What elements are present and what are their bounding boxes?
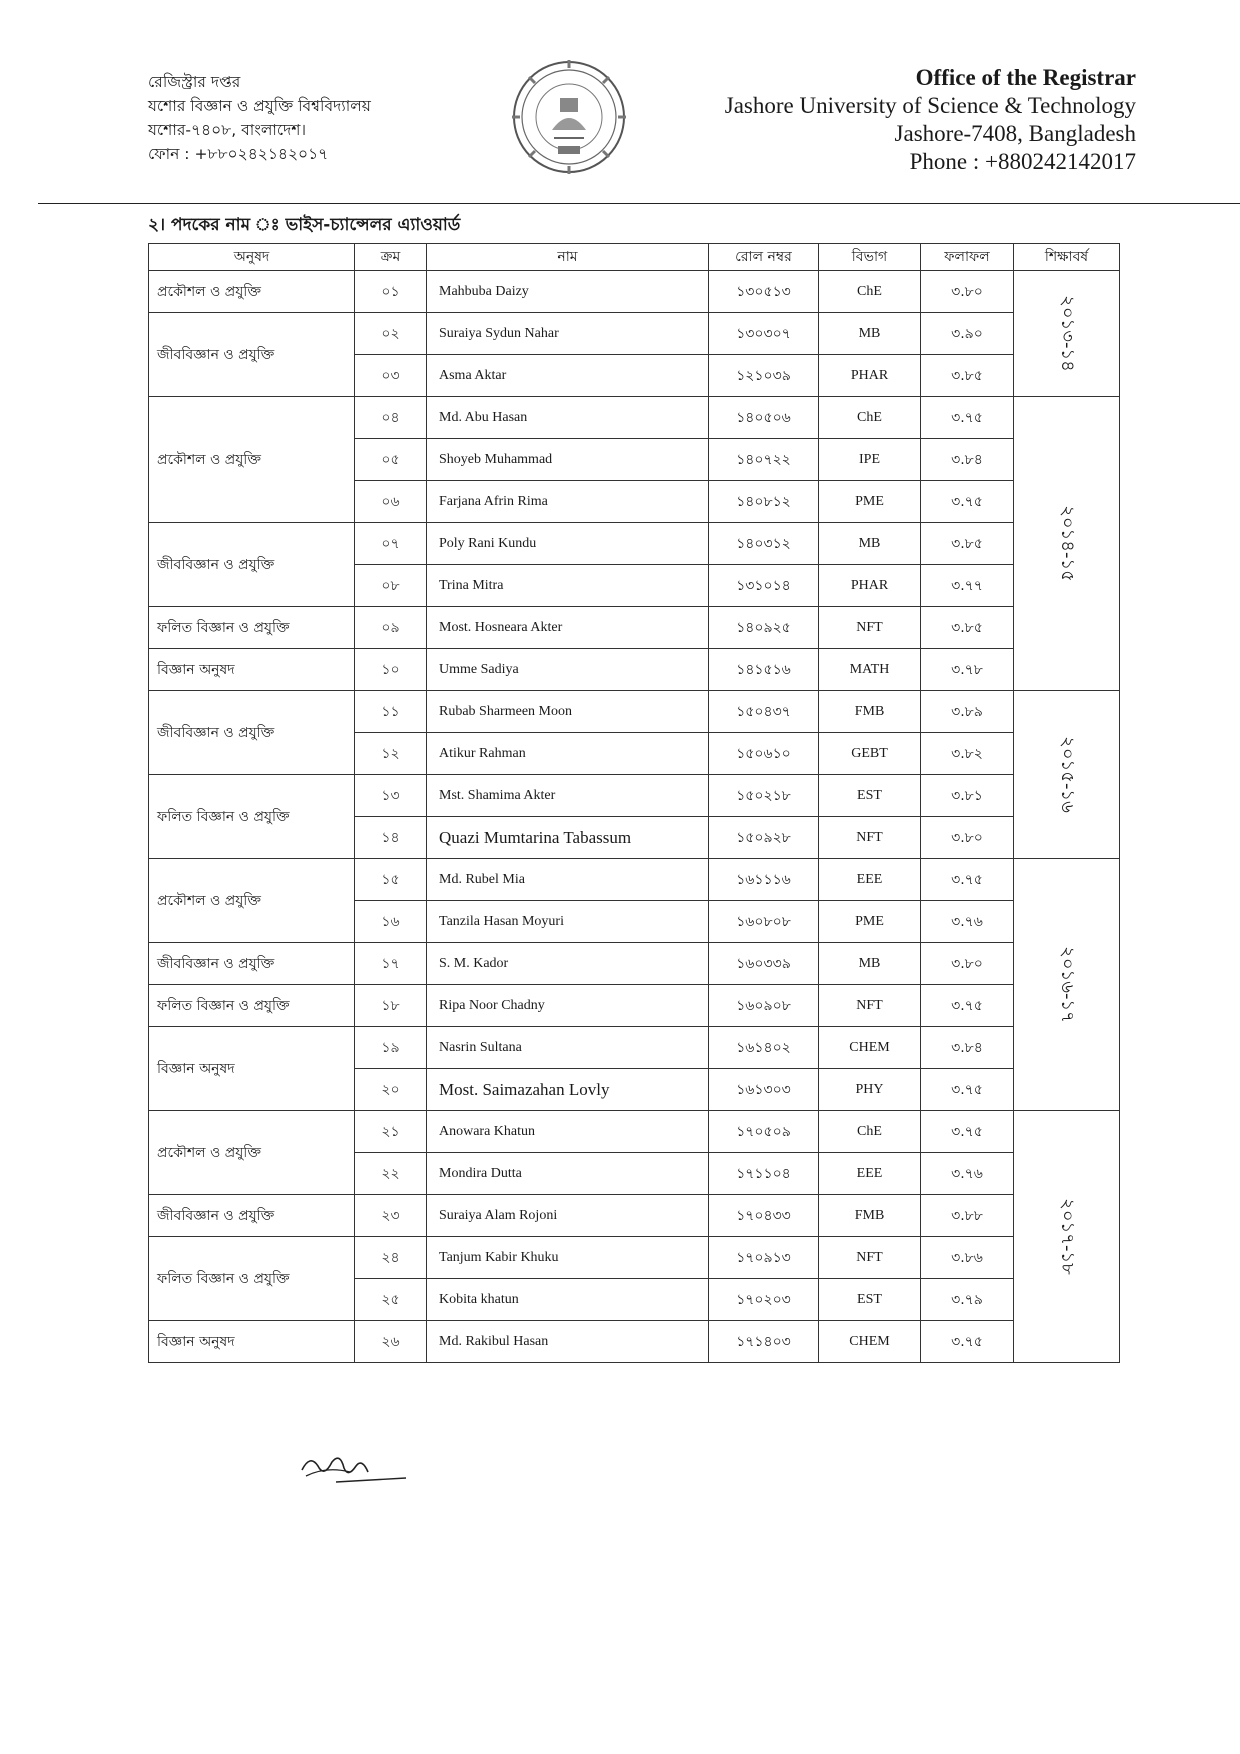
faculty-cell: জীববিজ্ঞান ও প্রযুক্তি bbox=[149, 523, 355, 607]
session-label: ২০১৬-১৭ bbox=[1056, 946, 1078, 1023]
name-cell: Anowara Khatun bbox=[427, 1111, 709, 1153]
faculty-cell: ফলিত বিজ্ঞান ও প্রযুক্তি bbox=[149, 775, 355, 859]
name-cell: Shoyeb Muhammad bbox=[427, 439, 709, 481]
name-cell: Md. Abu Hasan bbox=[427, 397, 709, 439]
university-name-en: Jashore University of Science & Technology bbox=[724, 93, 1136, 118]
roll-cell: ১৭০৯১৩ bbox=[709, 1237, 819, 1279]
roll-cell: ১৪০৭২২ bbox=[709, 439, 819, 481]
dept-cell: MB bbox=[819, 943, 921, 985]
result-cell: ৩.৮১ bbox=[921, 775, 1014, 817]
result-cell: ৩.৭৫ bbox=[921, 481, 1014, 523]
dept-cell: EEE bbox=[819, 859, 921, 901]
header-faculty: অনুষদ bbox=[149, 244, 355, 271]
serial-cell: ১৬ bbox=[355, 901, 427, 943]
serial-cell: ০৬ bbox=[355, 481, 427, 523]
name-cell: Mst. Shamima Akter bbox=[427, 775, 709, 817]
name-cell: Suraiya Sydun Nahar bbox=[427, 313, 709, 355]
result-cell: ৩.৭৫ bbox=[921, 1069, 1014, 1111]
roll-cell: ১৪০৮১২ bbox=[709, 481, 819, 523]
result-cell: ৩.৭৫ bbox=[921, 1321, 1014, 1363]
result-cell: ৩.৭৫ bbox=[921, 1111, 1014, 1153]
serial-cell: ২৪ bbox=[355, 1237, 427, 1279]
name-cell: Mahbuba Daizy bbox=[427, 271, 709, 313]
address-bn: যশোর-৭৪০৮, বাংলাদেশ। bbox=[148, 121, 306, 139]
table-row bbox=[149, 1195, 1120, 1237]
name-cell: Kobita khatun bbox=[427, 1279, 709, 1321]
serial-cell: ০৭ bbox=[355, 523, 427, 565]
result-cell: ৩.৮৫ bbox=[921, 355, 1014, 397]
table-row bbox=[149, 649, 1120, 691]
result-cell: ৩.৮৫ bbox=[921, 523, 1014, 565]
session-cell bbox=[1014, 859, 1120, 1111]
result-cell: ৩.৮৫ bbox=[921, 607, 1014, 649]
roll-cell: ১৬১১১৬ bbox=[709, 859, 819, 901]
serial-cell: ১৩ bbox=[355, 775, 427, 817]
result-cell: ৩.৮৬ bbox=[921, 1237, 1014, 1279]
name-cell: Farjana Afrin Rima bbox=[427, 481, 709, 523]
table-row bbox=[149, 775, 1120, 817]
name-cell: Atikur Rahman bbox=[427, 733, 709, 775]
dept-cell: FMB bbox=[819, 691, 921, 733]
name-cell: Asma Aktar bbox=[427, 355, 709, 397]
result-cell: ৩.৭৬ bbox=[921, 901, 1014, 943]
faculty-cell: জীববিজ্ঞান ও প্রযুক্তি bbox=[149, 943, 355, 985]
dept-cell: PHY bbox=[819, 1069, 921, 1111]
faculty-cell: প্রকৌশল ও প্রযুক্তি bbox=[149, 1111, 355, 1195]
session-label: ২০১৪-১৫ bbox=[1057, 505, 1078, 582]
session-cell bbox=[1014, 271, 1120, 397]
phone-bn: ফোন : +৮৮০২৪২১৪২০১৭ bbox=[148, 145, 329, 163]
dept-cell: MB bbox=[819, 313, 921, 355]
dept-cell: EST bbox=[819, 775, 921, 817]
result-cell: ৩.৮০ bbox=[921, 817, 1014, 859]
name-cell: Umme Sadiya bbox=[427, 649, 709, 691]
table-row bbox=[149, 1111, 1120, 1153]
roll-cell: ১৫০৯২৮ bbox=[709, 817, 819, 859]
serial-cell: ১৯ bbox=[355, 1027, 427, 1069]
result-cell: ৩.৭৮ bbox=[921, 649, 1014, 691]
dept-cell: NFT bbox=[819, 985, 921, 1027]
serial-cell: ১৪ bbox=[355, 817, 427, 859]
serial-cell: ২৩ bbox=[355, 1195, 427, 1237]
roll-cell: ১৫০৬১০ bbox=[709, 733, 819, 775]
dept-cell: CHEM bbox=[819, 1027, 921, 1069]
dept-cell: ChE bbox=[819, 271, 921, 313]
roll-cell: ১৭১১০৪ bbox=[709, 1153, 819, 1195]
faculty-cell: জীববিজ্ঞান ও প্রযুক্তি bbox=[149, 691, 355, 775]
name-cell: Trina Mitra bbox=[427, 565, 709, 607]
serial-cell: ১২ bbox=[355, 733, 427, 775]
serial-cell: ২১ bbox=[355, 1111, 427, 1153]
phone-en: Phone : +880242142017 bbox=[909, 149, 1136, 174]
serial-cell: ০৩ bbox=[355, 355, 427, 397]
dept-cell: IPE bbox=[819, 439, 921, 481]
table-row bbox=[149, 1237, 1120, 1279]
roll-cell: ১৩০৫১৩ bbox=[709, 271, 819, 313]
result-cell: ৩.৮৮ bbox=[921, 1195, 1014, 1237]
roll-cell: ১৫০২১৮ bbox=[709, 775, 819, 817]
serial-cell: ০১ bbox=[355, 271, 427, 313]
faculty-cell: প্রকৌশল ও প্রযুক্তি bbox=[149, 397, 355, 523]
session-cell bbox=[1014, 1111, 1120, 1363]
session-cell bbox=[1014, 397, 1120, 691]
faculty-cell: বিজ্ঞান অনুষদ bbox=[149, 1321, 355, 1363]
faculty-cell: ফলিত বিজ্ঞান ও প্রযুক্তি bbox=[149, 1237, 355, 1321]
table-row bbox=[149, 397, 1120, 439]
result-cell: ৩.৭৫ bbox=[921, 985, 1014, 1027]
serial-cell: ০৯ bbox=[355, 607, 427, 649]
table-row bbox=[149, 859, 1120, 901]
name-cell: Most. Hosneara Akter bbox=[427, 607, 709, 649]
university-seal-icon bbox=[510, 58, 628, 176]
name-cell: Ripa Noor Chadny bbox=[427, 985, 709, 1027]
name-cell: Mondira Dutta bbox=[427, 1153, 709, 1195]
name-cell: Suraiya Alam Rojoni bbox=[427, 1195, 709, 1237]
table-row bbox=[149, 607, 1120, 649]
serial-cell: ১৮ bbox=[355, 985, 427, 1027]
dept-cell: MB bbox=[819, 523, 921, 565]
roll-cell: ১২১০৩৯ bbox=[709, 355, 819, 397]
name-cell: Poly Rani Kundu bbox=[427, 523, 709, 565]
name-cell: S. M. Kador bbox=[427, 943, 709, 985]
table-row bbox=[149, 691, 1120, 733]
result-cell: ৩.৭৯ bbox=[921, 1279, 1014, 1321]
name-cell: Rubab Sharmeen Moon bbox=[427, 691, 709, 733]
dept-cell: ChE bbox=[819, 1111, 921, 1153]
header-roll: রোল নম্বর bbox=[709, 244, 819, 271]
roll-cell: ১৭১৪০৩ bbox=[709, 1321, 819, 1363]
name-cell: Quazi Mumtarina Tabassum bbox=[427, 817, 709, 859]
result-cell: ৩.৯০ bbox=[921, 313, 1014, 355]
dept-cell: PME bbox=[819, 901, 921, 943]
table-row bbox=[149, 313, 1120, 355]
header-name: নাম bbox=[427, 244, 709, 271]
dept-cell: MATH bbox=[819, 649, 921, 691]
session-label: ২০১৭-১৮ bbox=[1057, 1198, 1078, 1275]
result-cell: ৩.৭৫ bbox=[921, 859, 1014, 901]
dept-cell: PHAR bbox=[819, 355, 921, 397]
result-cell: ৩.৭৭ bbox=[921, 565, 1014, 607]
roll-cell: ১৭০২০৩ bbox=[709, 1279, 819, 1321]
dept-cell: PME bbox=[819, 481, 921, 523]
dept-cell: PHAR bbox=[819, 565, 921, 607]
roll-cell: ১৬০৩৩৯ bbox=[709, 943, 819, 985]
handwritten-signature-icon bbox=[296, 1448, 408, 1488]
serial-cell: ১৫ bbox=[355, 859, 427, 901]
dept-cell: EST bbox=[819, 1279, 921, 1321]
dept-cell: FMB bbox=[819, 1195, 921, 1237]
serial-cell: ২৫ bbox=[355, 1279, 427, 1321]
header-divider bbox=[38, 203, 1240, 204]
header-session: শিক্ষাবর্ষ bbox=[1014, 244, 1120, 271]
name-cell: Md. Rakibul Hasan bbox=[427, 1321, 709, 1363]
address-en: Jashore-7408, Bangladesh bbox=[894, 121, 1136, 146]
dept-cell: GEBT bbox=[819, 733, 921, 775]
roll-cell: ১৬০৯০৮ bbox=[709, 985, 819, 1027]
result-cell: ৩.৭৬ bbox=[921, 1153, 1014, 1195]
serial-cell: ০৪ bbox=[355, 397, 427, 439]
roll-cell: ১৪০৯২৫ bbox=[709, 607, 819, 649]
table-row bbox=[149, 271, 1120, 313]
faculty-cell: বিজ্ঞান অনুষদ bbox=[149, 649, 355, 691]
office-name-bn: রেজিস্ট্রার দপ্তর bbox=[148, 73, 241, 91]
result-cell: ৩.৮৯ bbox=[921, 691, 1014, 733]
result-cell: ৩.৮০ bbox=[921, 943, 1014, 985]
roll-cell: ১৩১০১৪ bbox=[709, 565, 819, 607]
serial-cell: ০২ bbox=[355, 313, 427, 355]
serial-cell: ০৫ bbox=[355, 439, 427, 481]
header-english-address bbox=[725, 64, 1136, 176]
university-name-bn: যশোর বিজ্ঞান ও প্রযুক্তি বিশ্ববিদ্যালয় bbox=[148, 97, 371, 115]
name-cell: Md. Rubel Mia bbox=[427, 859, 709, 901]
dept-cell: NFT bbox=[819, 1237, 921, 1279]
award-title: ২। পদকের নাম ঃ ভাইস-চ্যান্সেলর এ্যাওয়ার্ড bbox=[148, 215, 461, 235]
dept-cell: CHEM bbox=[819, 1321, 921, 1363]
header-serial: ক্রম bbox=[355, 244, 427, 271]
session-cell bbox=[1014, 691, 1120, 859]
faculty-cell: জীববিজ্ঞান ও প্রযুক্তি bbox=[149, 1195, 355, 1237]
dept-cell: NFT bbox=[819, 607, 921, 649]
name-cell: Nasrin Sultana bbox=[427, 1027, 709, 1069]
roll-cell: ১৭০৫০৯ bbox=[709, 1111, 819, 1153]
serial-cell: ২২ bbox=[355, 1153, 427, 1195]
session-label: ২০১৫-১৬ bbox=[1057, 736, 1078, 813]
serial-cell: ১১ bbox=[355, 691, 427, 733]
table-header-row bbox=[149, 244, 1120, 271]
roll-cell: ১৬১৩০৩ bbox=[709, 1069, 819, 1111]
result-cell: ৩.৮৪ bbox=[921, 439, 1014, 481]
roll-cell: ১৪০৩১২ bbox=[709, 523, 819, 565]
faculty-cell: ফলিত বিজ্ঞান ও প্রযুক্তি bbox=[149, 607, 355, 649]
faculty-cell: জীববিজ্ঞান ও প্রযুক্তি bbox=[149, 313, 355, 397]
roll-cell: ১৪০৫০৬ bbox=[709, 397, 819, 439]
name-cell: Tanzila Hasan Moyuri bbox=[427, 901, 709, 943]
header-result: ফলাফল bbox=[921, 244, 1014, 271]
office-title-en: Office of the Registrar bbox=[915, 65, 1136, 90]
serial-cell: ১৭ bbox=[355, 943, 427, 985]
table-row bbox=[149, 985, 1120, 1027]
roll-cell: ১৬১৪০২ bbox=[709, 1027, 819, 1069]
name-cell: Most. Saimazahan Lovly bbox=[427, 1069, 709, 1111]
roll-cell: ১৫০৪৩৭ bbox=[709, 691, 819, 733]
dept-cell: EEE bbox=[819, 1153, 921, 1195]
table-row bbox=[149, 523, 1120, 565]
faculty-cell: ফলিত বিজ্ঞান ও প্রযুক্তি bbox=[149, 985, 355, 1027]
session-label: ২০১৩-১৪ bbox=[1057, 295, 1078, 372]
serial-cell: ২০ bbox=[355, 1069, 427, 1111]
roll-cell: ১৭০৪৩৩ bbox=[709, 1195, 819, 1237]
faculty-cell: প্রকৌশল ও প্রযুক্তি bbox=[149, 271, 355, 313]
result-cell: ৩.৮২ bbox=[921, 733, 1014, 775]
serial-cell: ১০ bbox=[355, 649, 427, 691]
serial-cell: ০৮ bbox=[355, 565, 427, 607]
award-table bbox=[148, 243, 1120, 1363]
faculty-cell: প্রকৌশল ও প্রযুক্তি bbox=[149, 859, 355, 943]
table-row bbox=[149, 1321, 1120, 1363]
roll-cell: ১৩০৩০৭ bbox=[709, 313, 819, 355]
dept-cell: ChE bbox=[819, 397, 921, 439]
result-cell: ৩.৭৫ bbox=[921, 397, 1014, 439]
roll-cell: ১৪১৫১৬ bbox=[709, 649, 819, 691]
name-cell: Tanjum Kabir Khuku bbox=[427, 1237, 709, 1279]
table-row bbox=[149, 1027, 1120, 1069]
serial-cell: ২৬ bbox=[355, 1321, 427, 1363]
table-row bbox=[149, 943, 1120, 985]
result-cell: ৩.৮৪ bbox=[921, 1027, 1014, 1069]
header-department: বিভাগ bbox=[819, 244, 921, 271]
header-bangla-address bbox=[148, 70, 371, 166]
roll-cell: ১৬০৮০৮ bbox=[709, 901, 819, 943]
result-cell: ৩.৮০ bbox=[921, 271, 1014, 313]
dept-cell: NFT bbox=[819, 817, 921, 859]
faculty-cell: বিজ্ঞান অনুষদ bbox=[149, 1027, 355, 1111]
